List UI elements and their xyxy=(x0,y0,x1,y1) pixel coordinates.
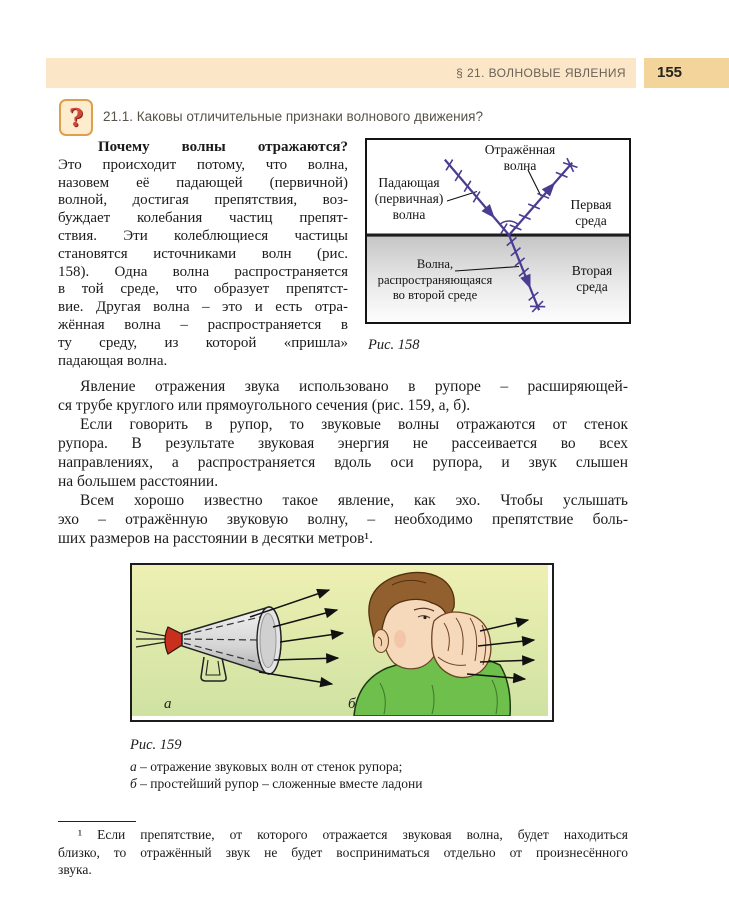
subfigure-b-label: б xyxy=(348,696,356,712)
text-line: волна xyxy=(392,207,426,222)
text-line: среда xyxy=(575,213,607,228)
text-line: ших размеров на расстоянии в десятки метров¹. xyxy=(58,530,373,547)
label-incident-wave xyxy=(367,175,451,223)
text-line: Первая xyxy=(570,197,612,212)
label-reflected-wave xyxy=(465,142,575,174)
figure-159-caption xyxy=(130,737,422,792)
figure-159 xyxy=(130,563,554,722)
text-line: ¹ Если препятствие, от которого отражается звуковая волна, будет находиться xyxy=(78,827,628,842)
text-line: эхо – отражённую звуковую волну, – необходимо препятствие боль- xyxy=(58,511,628,528)
text-line: вие. Другая волна – это и есть отра- xyxy=(58,299,348,316)
text-line: 158). Одна волна распространяется xyxy=(58,263,348,280)
review-question: 21.1. Каковы отличительные признаки волнового движения? xyxy=(103,109,483,124)
text-line: Почему волны отражаются? xyxy=(98,139,348,155)
label-second-medium xyxy=(560,263,624,295)
text-line: жённая волна – распространяется в xyxy=(58,316,348,333)
text-line: ся трубе круглого или прямоугольного сечения (рис. 159, а, б). xyxy=(58,397,471,414)
header-band xyxy=(46,58,636,88)
text-line: во второй среде xyxy=(392,288,478,302)
angle-arc xyxy=(500,221,518,225)
text-line: буждает колебания частиц препят- xyxy=(58,210,348,227)
text-line: звука. xyxy=(58,862,92,877)
text-line: ствия. Эти колеблющиеся частицы xyxy=(58,227,348,244)
text-line: в той среде, что образует препятст- xyxy=(58,281,348,298)
text-line: распространяющаяся xyxy=(377,272,493,287)
text-line: на большем расстоянии. xyxy=(58,473,219,490)
section-title: § 21. ВОЛНОВЫЕ ЯВЛЕНИЯ xyxy=(456,66,626,80)
text-line: падающая волна. xyxy=(58,352,168,369)
text-line: Волна, xyxy=(416,257,454,271)
label-first-medium xyxy=(560,197,622,229)
text-line: среда xyxy=(576,279,608,294)
caption-line-b: б – простейший рупор – сложенные вместе ладони xyxy=(130,776,423,791)
text-line: близко, то отражённый звук не будет восприниматься отдельно от произнесённого xyxy=(58,844,628,860)
text-line: Всем хорошо известно такое явление, как эхо. Чтобы услышать xyxy=(80,492,628,509)
page-number: 155 xyxy=(657,64,683,81)
media-interface-line xyxy=(367,234,629,237)
figure-158 xyxy=(365,138,631,324)
page-number-tab xyxy=(644,58,729,88)
footnote-rule xyxy=(58,821,136,822)
paragraph-4 xyxy=(58,491,628,548)
label-transmitted-wave xyxy=(367,257,503,304)
text-line: становятся источниками волн (рис. xyxy=(58,245,348,262)
caption-line-a: а – отражение звуковых волн от стенок рупора; xyxy=(130,759,403,774)
text-line: волной, достигая препятствия, воз- xyxy=(58,192,348,209)
text-line: назовем её падающей (первичной) xyxy=(58,174,348,191)
figure-158-caption: Рис. 158 xyxy=(368,337,420,353)
question-mark-icon: ? xyxy=(59,99,93,136)
text-line: Отражённая xyxy=(484,142,556,157)
paragraph-3 xyxy=(58,415,628,491)
footnote xyxy=(58,826,628,879)
text-line: направлениях, а распространяется вдоль оси рупора, и звук слышен xyxy=(58,454,628,471)
text-line: (первичная) xyxy=(374,191,444,206)
text-line: рупора. В результате звуковая энергия не рассеивается во всех xyxy=(58,435,628,452)
text-line: Падающая xyxy=(378,175,440,190)
text-line: Это происходит потому, что волна, xyxy=(58,156,348,173)
text-line: волна xyxy=(503,158,537,173)
text-line: Если говорить в рупор, то звуковые волны отражаются от стенок xyxy=(80,416,628,433)
paragraph-1 xyxy=(58,139,348,370)
text-line: Вторая xyxy=(571,263,613,278)
text-line: ту среду, из которой «пришла» xyxy=(58,334,348,351)
text-line: Явление отражения звука использовано в рупоре – расширяющей- xyxy=(80,378,628,395)
figure-159-caption-title: Рис. 159 xyxy=(130,737,182,753)
megaphone-and-boy-illustration xyxy=(132,565,548,716)
paragraph-2 xyxy=(58,377,628,415)
subfigure-a-label: а xyxy=(164,696,172,712)
